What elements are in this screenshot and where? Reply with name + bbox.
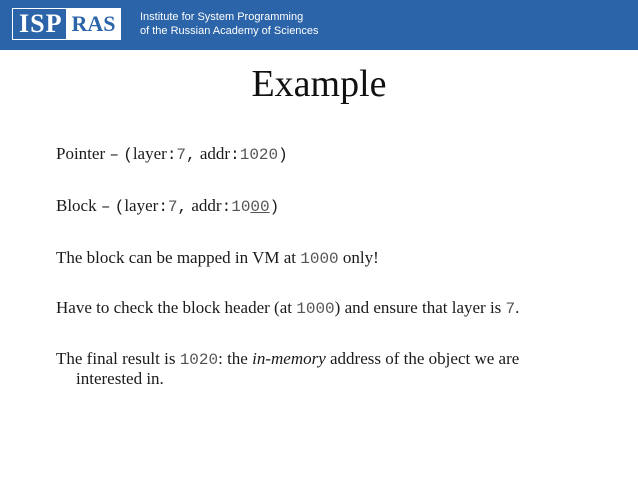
isp-ras-logo (12, 8, 121, 40)
result-paragraph (56, 349, 519, 389)
block-open-paren: ( (114, 198, 125, 216)
pointer-layer-value: 7 (176, 146, 187, 164)
block-comma: , (177, 198, 188, 216)
result-text-1: The final result is (56, 349, 176, 368)
institute-name (140, 10, 319, 38)
check-period: . (515, 298, 520, 317)
block-close-paren: ) (269, 198, 280, 216)
check-layer-value: 7 (505, 300, 516, 318)
pointer-layer-key: layer (132, 144, 167, 163)
pointer-close-paren: ) (278, 146, 288, 164)
block-addr-value-underlined: 00 (250, 198, 270, 216)
block-layer-key: layer (124, 196, 159, 215)
pointer-colon-2: : (230, 146, 240, 164)
check-line (56, 298, 519, 318)
block-colon-2: : (221, 198, 232, 216)
result-emphasis: in-memory (252, 349, 326, 368)
block-dash: – (100, 198, 111, 216)
pointer-label: Pointer (56, 144, 106, 163)
pointer-comma: , (186, 146, 196, 164)
pointer-addr-value: 1020 (239, 146, 279, 164)
pointer-line (56, 144, 288, 164)
logo-ras-text: RAS (66, 9, 120, 39)
slide-title: Example (251, 63, 387, 105)
result-text-4: interested in. (76, 369, 164, 388)
pointer-colon-1: : (166, 146, 177, 164)
mapped-text-2: only! (342, 248, 379, 267)
header-band (0, 0, 638, 50)
institute-line-2: of the Russian Academy of Sciences (140, 25, 319, 37)
pointer-dash: – (109, 146, 119, 164)
block-addr-key: addr (191, 196, 222, 215)
block-addr-value-prefix: 10 (231, 198, 251, 216)
mapped-line (56, 248, 379, 268)
institute-line-1: Institute for System Programming (140, 11, 304, 23)
pointer-open-paren: ( (123, 146, 133, 164)
check-text-2: ) and ensure that layer is (334, 298, 502, 317)
mapped-text-1: The block can be mapped in VM at (56, 248, 296, 267)
block-line (56, 196, 279, 216)
pointer-addr-key: addr (199, 144, 231, 163)
check-address: 1000 (296, 300, 335, 318)
logo-isp-text: ISP (13, 9, 66, 39)
result-text-3: address of the object we are (330, 349, 520, 368)
block-label: Block (56, 196, 97, 215)
result-address: 1020 (179, 351, 219, 369)
block-layer-value: 7 (167, 198, 178, 216)
block-colon-1: : (158, 198, 168, 216)
check-text-1: Have to check the block header (at (56, 298, 292, 317)
mapped-address: 1000 (300, 250, 339, 268)
result-text-2: : the (218, 349, 248, 368)
